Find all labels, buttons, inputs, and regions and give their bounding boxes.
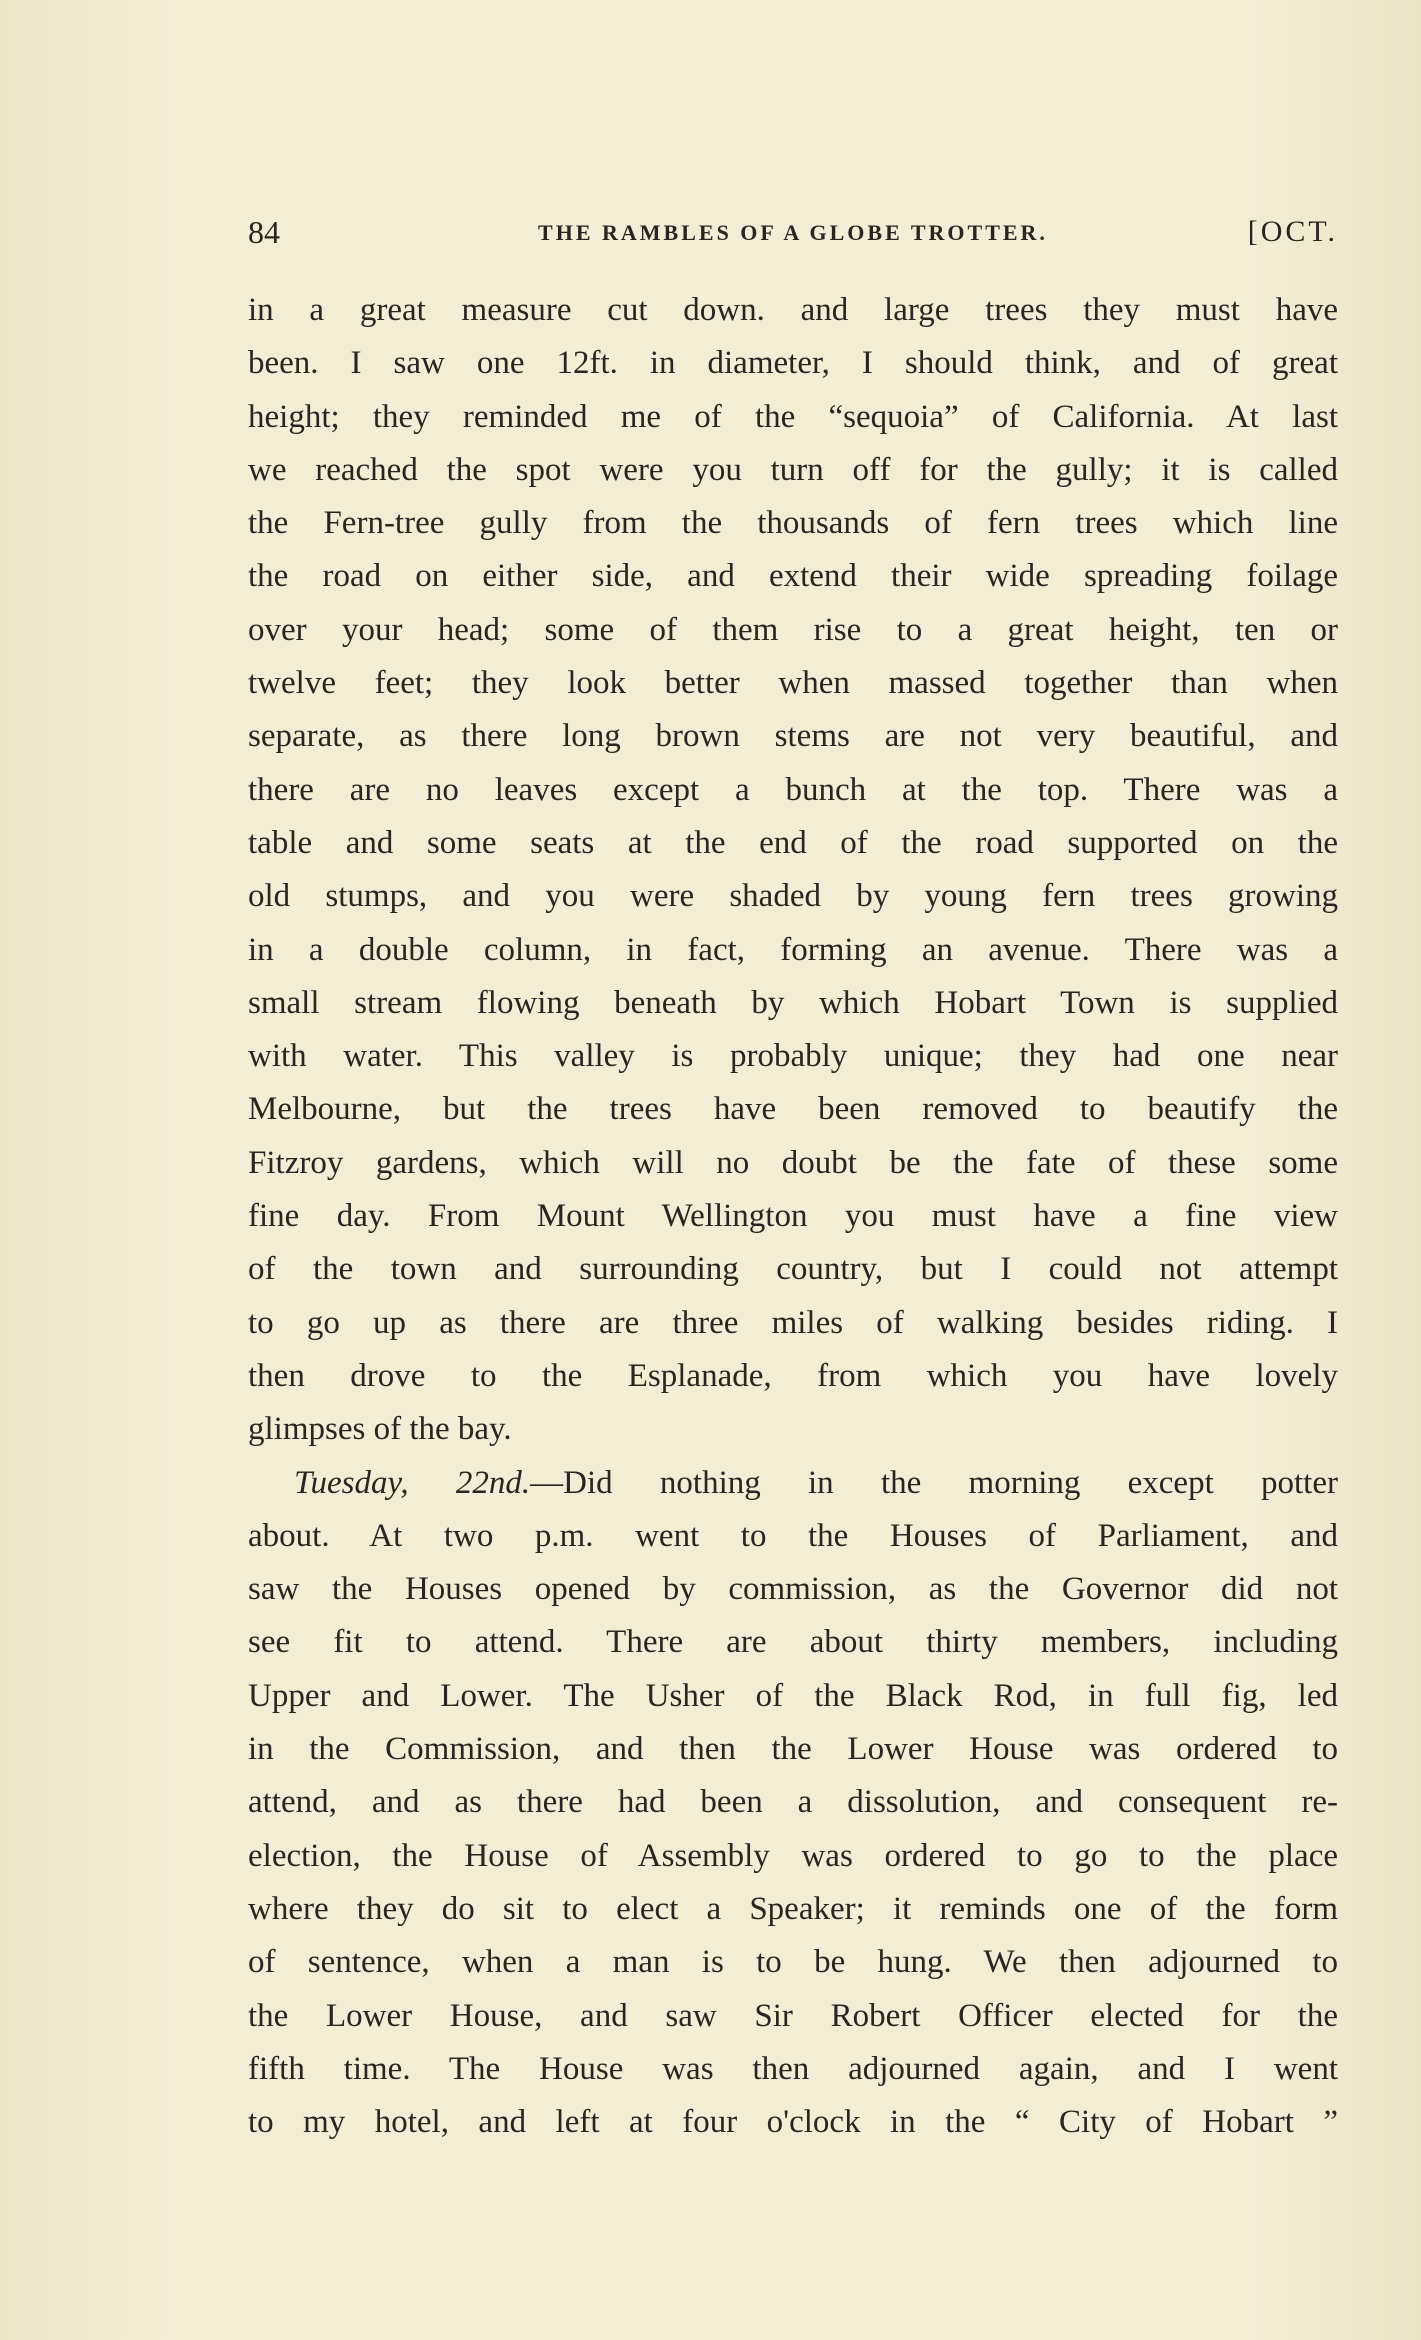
text-line: Upper and Lower. The Usher of the Black Rod, in full fig, led — [248, 1677, 1338, 1714]
text-line: fine day. From Mount Wellington you must have a fine view — [248, 1198, 1338, 1235]
text-line: over your head; some of them rise to a great height, ten or — [248, 611, 1338, 648]
text-line: in the Commission, and then the Lower House was ordered to — [248, 1731, 1338, 1768]
text-line: in a great measure cut down. and large trees they must have — [248, 292, 1338, 328]
text-line: separate, as there long brown stems are not very beautiful, and — [248, 718, 1338, 755]
text-line: with water. This valley is probably unique; they had one near — [248, 1038, 1338, 1075]
text-line: to go up as there are three miles of walking besides riding. I — [248, 1304, 1338, 1341]
body-text — [248, 284, 1338, 2141]
text-line: election, the House of Assembly was ordered to go to the place — [248, 1837, 1338, 1874]
text-line: glimpses of the bay. — [248, 1411, 512, 1448]
paragraph-fern-tree-gully — [248, 284, 1338, 1457]
text-line: about. At two p.m. went to the Houses of Parliament, and — [248, 1517, 1338, 1554]
text-line: the Lower House, and saw Sir Robert Officer elected for the — [248, 1997, 1338, 2034]
text-line: we reached the spot were you turn off for the gully; it is called — [248, 451, 1338, 488]
text-line: been. I saw one 12ft. in diameter, I should think, and of great — [248, 345, 1338, 382]
text-line: table and some seats at the end of the road supported on the — [248, 824, 1338, 861]
text-line: in a double column, in fact, forming an avenue. There was a — [248, 931, 1338, 968]
text-line: attend, and as there had been a dissolution, and consequent re- — [248, 1784, 1338, 1821]
text-line: old stumps, and you were shaded by young fern trees growing — [248, 878, 1338, 915]
text-line: twelve feet; they look better when massed together than when — [248, 665, 1338, 702]
running-head — [248, 212, 1338, 252]
text-line: fifth time. The House was then adjourned again, and I went — [248, 2050, 1338, 2087]
text-line: of sentence, when a man is to be hung. We then adjourned to — [248, 1944, 1338, 1981]
text-line: of the town and surrounding country, but I could not attempt — [248, 1251, 1338, 1288]
text-line: see fit to attend. There are about thirty members, including — [248, 1624, 1338, 1661]
text-line: to my hotel, and left at four o'clock in the “ City of Hobart ” — [248, 2104, 1338, 2141]
running-month: [OCT. — [1247, 215, 1338, 248]
text-line: then drove to the Esplanade, from which you have lovely — [248, 1357, 1338, 1394]
entry-text: —Did nothing in the morning except potter — [530, 1464, 1338, 1501]
text-line: Fitzroy gardens, which will no doubt be the fate of these some — [248, 1144, 1338, 1181]
text-line — [248, 1457, 1338, 1510]
text-line: height; they reminded me of the “sequoia” of California. At last — [248, 398, 1338, 435]
running-title: THE RAMBLES OF A GLOBE TROTTER. — [538, 220, 1048, 245]
paragraph-tuesday-entry — [248, 1457, 1338, 2150]
text-line: Melbourne, but the trees have been removed to beautify the — [248, 1091, 1338, 1128]
entry-date: Tuesday, 22nd. — [294, 1464, 531, 1501]
text-line: the road on either side, and extend their wide spreading foilage — [248, 558, 1338, 595]
text-line: the Fern-tree gully from the thousands of fern trees which line — [248, 505, 1338, 542]
text-line: small stream flowing beneath by which Hobart Town is supplied — [248, 984, 1338, 1021]
page-number: 84 — [248, 214, 280, 250]
text-line: there are no leaves except a bunch at the top. There was a — [248, 771, 1338, 808]
text-line: where they do sit to elect a Speaker; it reminds one of the form — [248, 1890, 1338, 1927]
text-line: saw the Houses opened by commission, as the Governor did not — [248, 1571, 1338, 1608]
